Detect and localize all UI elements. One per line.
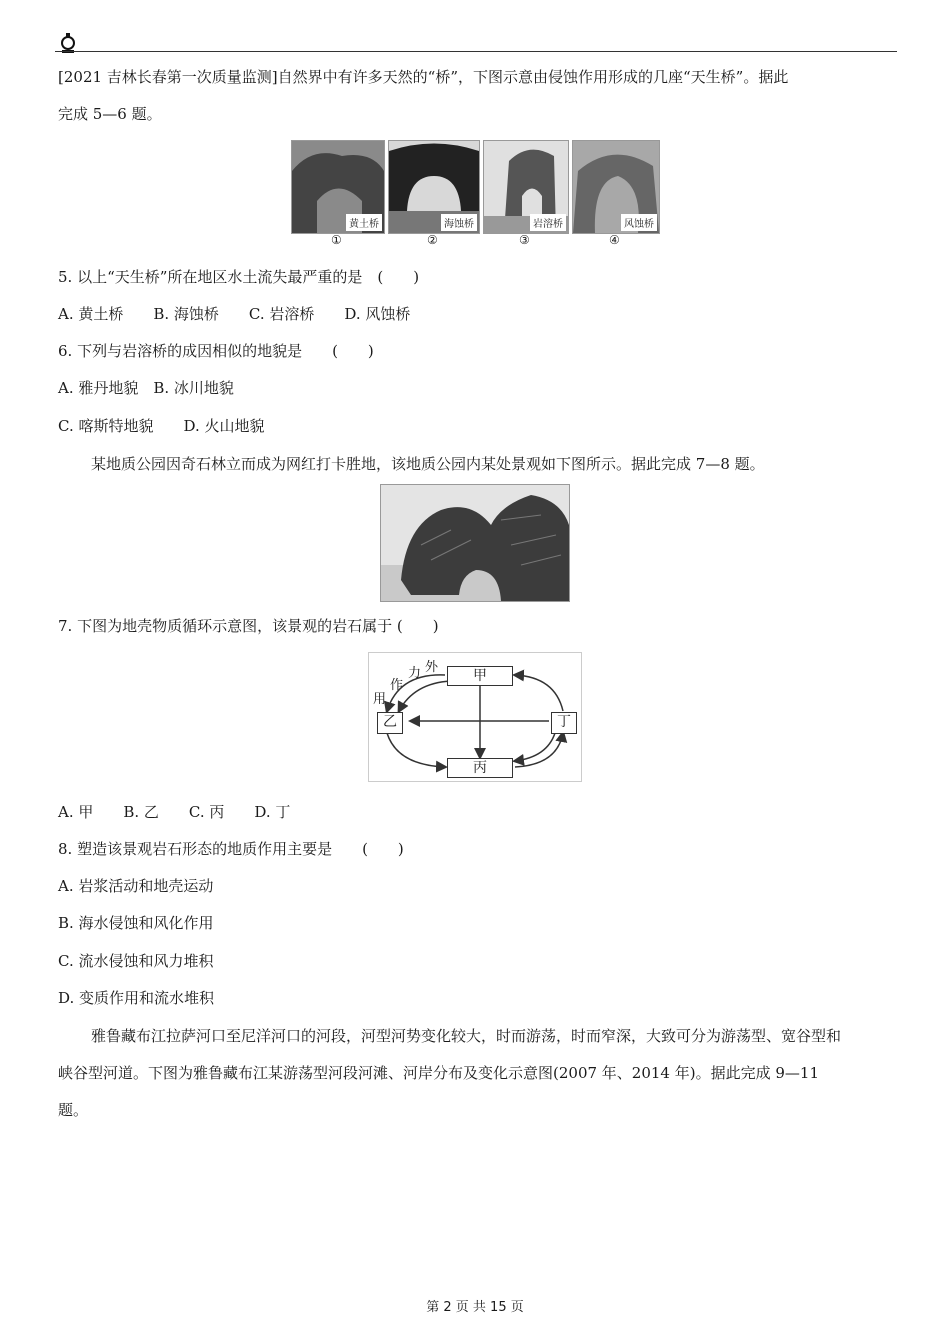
intro-text-3-line2: 峡谷型河道。下图为雅鲁藏布江某游荡型河段河滩、河岸分布及变化示意图(2007 年、2014 年)。据此完成 9—11 xyxy=(58,1064,819,1082)
node-jia: 甲 xyxy=(447,666,513,686)
bridge-label: 黄土桥 xyxy=(346,214,382,231)
question-8-option-c: C. 流水侵蚀和风力堆积 xyxy=(58,952,214,970)
question-5-options: A. 黄土桥 B. 海蚀桥 C. 岩溶桥 D. 风蚀桥 xyxy=(58,305,411,323)
rock-cycle-diagram xyxy=(368,652,582,782)
intro-text-line2: 完成 5—6 题。 xyxy=(58,105,162,123)
question-8-stem: 8. 塑造该景观岩石形态的地质作用主要是 ( ) xyxy=(58,840,404,858)
bridge-photo-2 xyxy=(388,140,480,234)
header-rule xyxy=(55,51,897,52)
bridge-number: ① xyxy=(331,233,342,247)
bridge-label: 海蚀桥 xyxy=(441,214,477,231)
intro-text-3-line3: 题。 xyxy=(58,1101,89,1119)
intro-text-line1: [2021 吉林长春第一次质量监测]自然界中有许多天然的“桥”，下图示意由侵蚀作用形成的几座“天生桥”。据此 xyxy=(58,68,789,86)
bridge-label: 岩溶桥 xyxy=(530,214,566,231)
node-ding: 丁 xyxy=(551,712,577,734)
bridge-photo-strip xyxy=(291,140,659,248)
bridge-photo-4 xyxy=(572,140,660,234)
arrow-label-char: 外 xyxy=(425,660,439,675)
bridge-number: ② xyxy=(427,233,438,247)
bridge-number: ④ xyxy=(609,233,620,247)
bridge-label: 风蚀桥 xyxy=(621,214,657,231)
question-7-stem: 7. 下图为地壳物质循环示意图，该景观的岩石属于 ( ) xyxy=(58,617,439,635)
node-yi: 乙 xyxy=(377,712,403,734)
question-5-stem: 5. 以上“天生桥”所在地区水土流失最严重的是 ( ) xyxy=(58,268,420,286)
intro-text-3-line1: 雅鲁藏布江拉萨河口至尼洋河口的河段，河型河势变化较大，时而游荡，时而窄深，大致可分为游荡型、宽谷型和 xyxy=(91,1027,842,1045)
bridge-photo-1 xyxy=(291,140,385,234)
bridge-photo-3 xyxy=(483,140,569,234)
question-8-option-d: D. 变质作用和流水堆积 xyxy=(58,989,215,1007)
question-6-options-1: A. 雅丹地貌 B. 冰川地貌 xyxy=(58,379,234,397)
node-bing: 丙 xyxy=(447,758,513,778)
question-8-option-a: A. 岩浆活动和地壳运动 xyxy=(58,877,214,895)
intro-text-2: 某地质公园因奇石林立而成为网红打卡胜地，该地质公园内某处景观如下图所示。据此完成 7—8 题。 xyxy=(91,455,765,473)
page-footer: 第 2 页 共 15 页 xyxy=(426,1300,524,1315)
bridge-number: ③ xyxy=(519,233,530,247)
question-8-option-b: B. 海水侵蚀和风化作用 xyxy=(58,914,214,932)
pin-icon xyxy=(58,31,78,59)
arrow-label-char: 力 xyxy=(408,666,422,681)
question-6-stem: 6. 下列与岩溶桥的成因相似的地貌是 ( ) xyxy=(58,342,374,360)
arrow-label-char: 用 xyxy=(373,692,387,707)
question-7-options: A. 甲 B. 乙 C. 丙 D. 丁 xyxy=(58,803,291,821)
rock-landscape-photo xyxy=(380,484,570,602)
arrow-label-char: 作 xyxy=(390,678,404,693)
question-6-options-2: C. 喀斯特地貌 D. 火山地貌 xyxy=(58,417,265,435)
